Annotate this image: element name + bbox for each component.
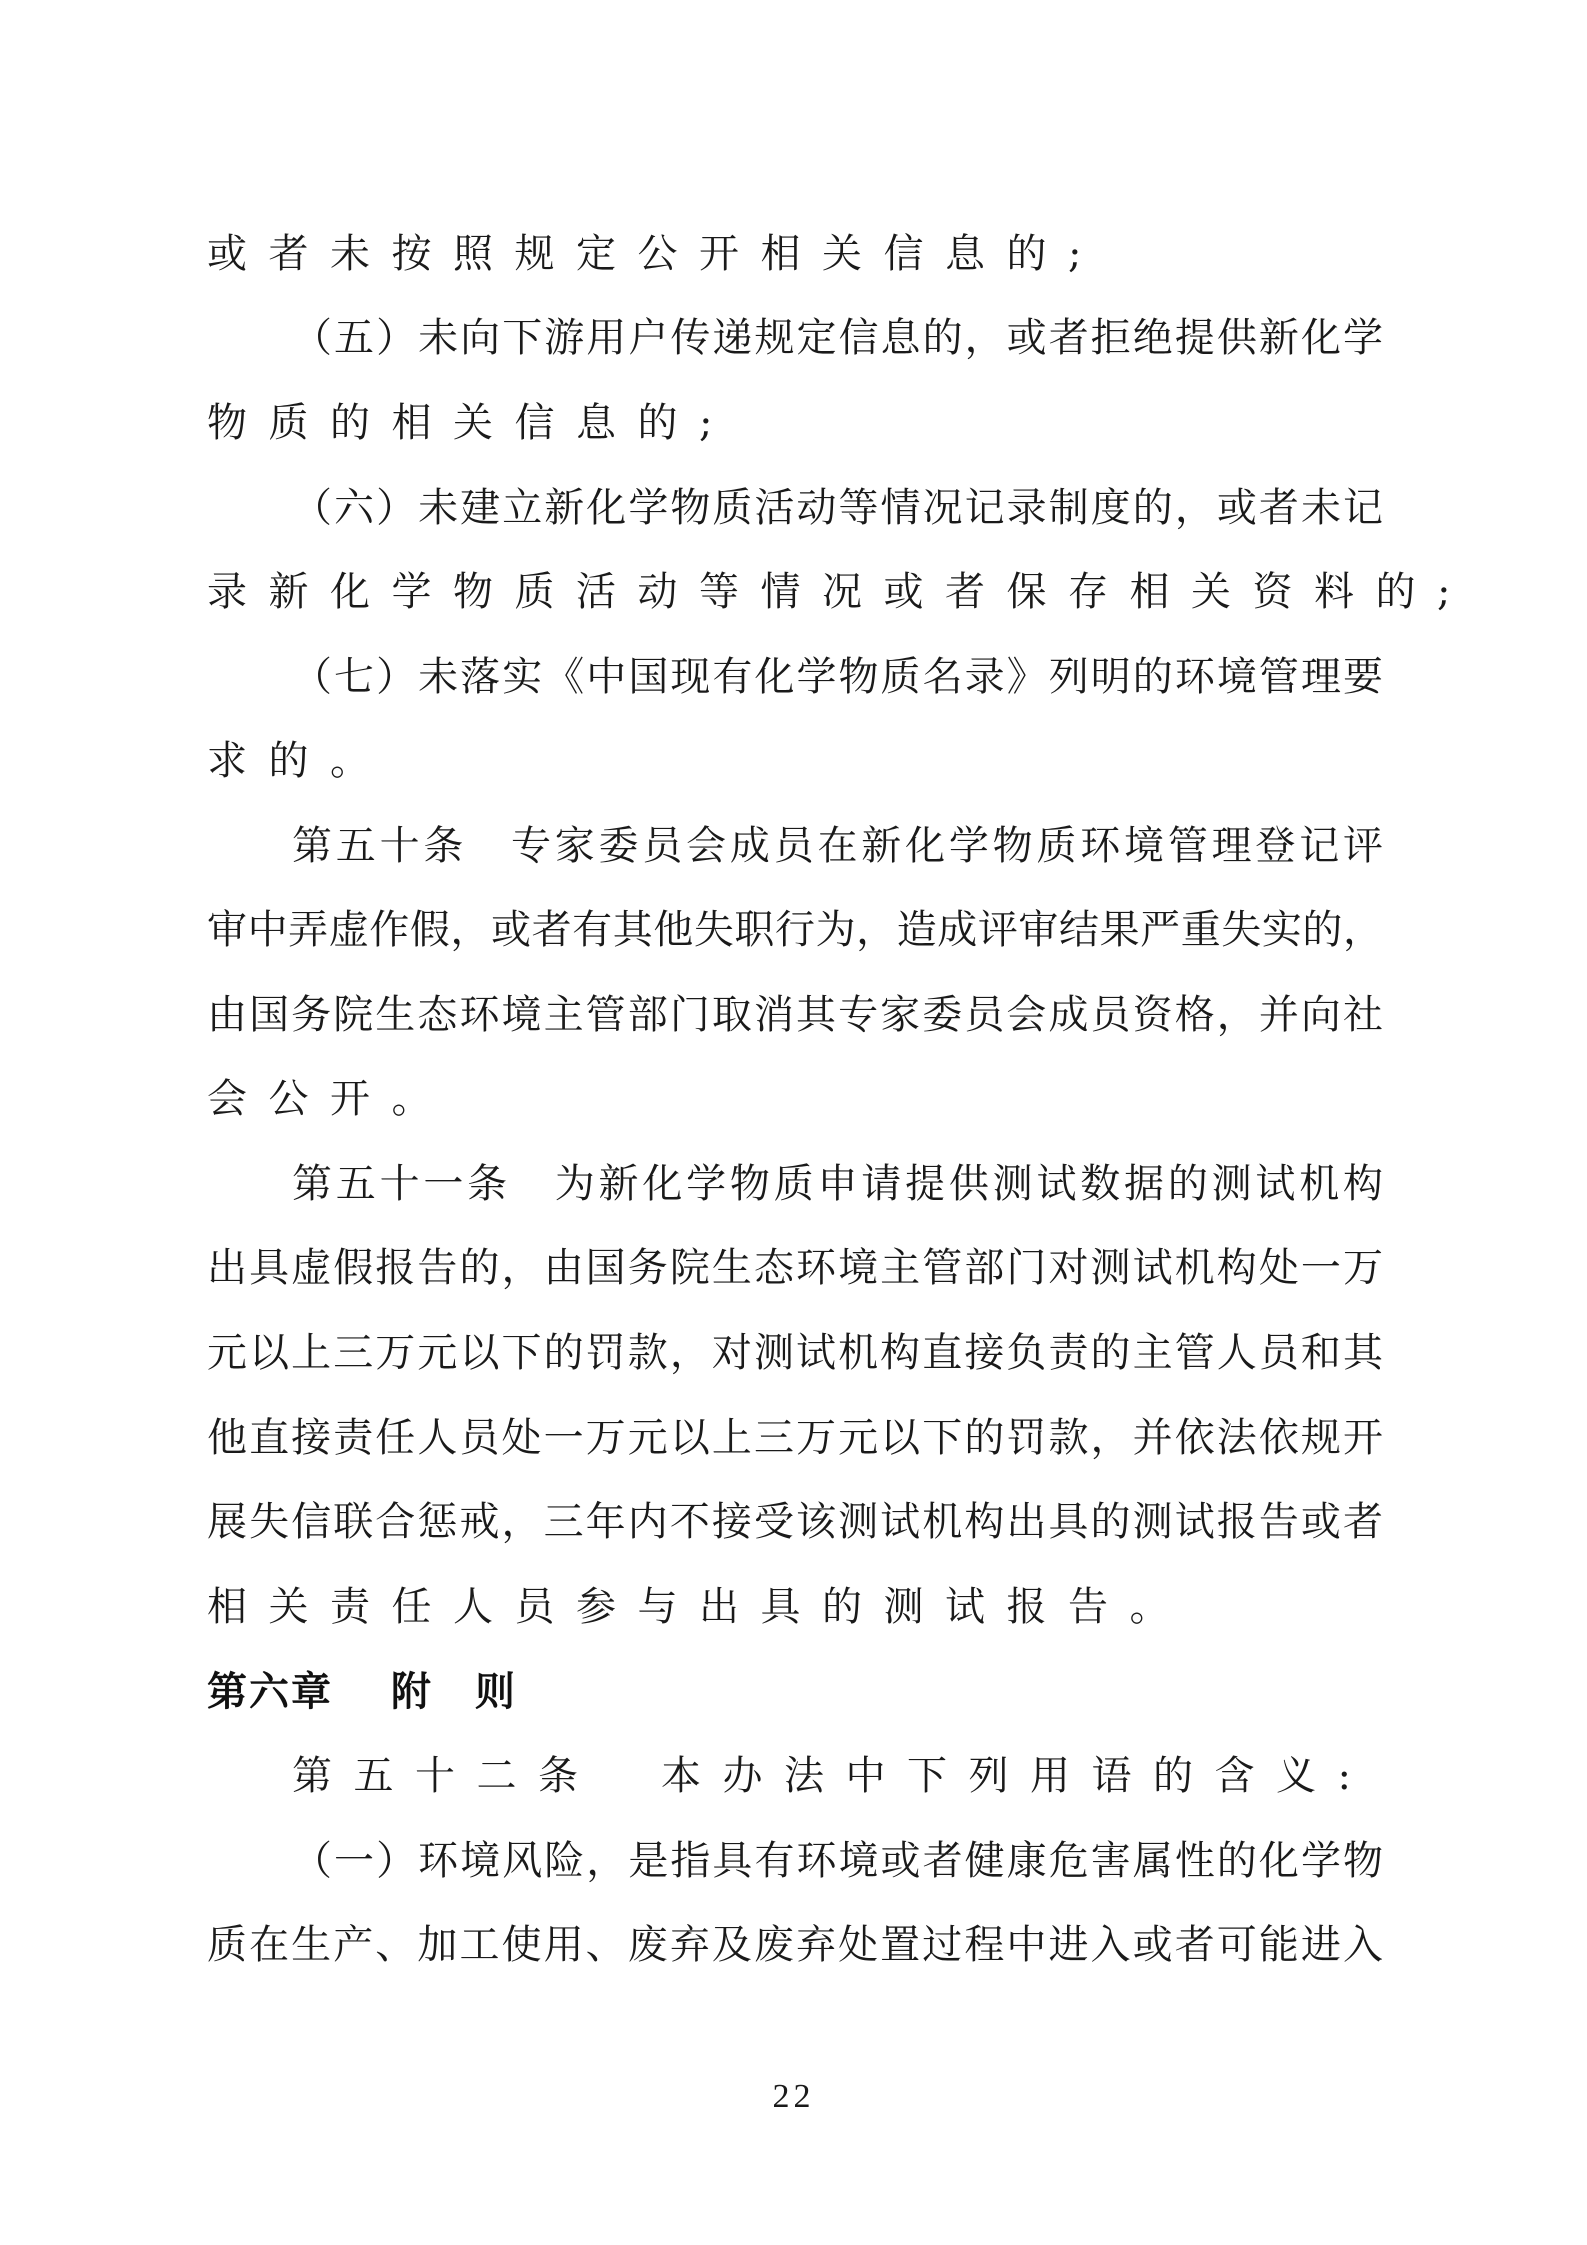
article-51-line: 他直接责任人员处一万元以上三万元以下的罚款，并依法依规开 xyxy=(207,1415,1383,1461)
text-line: 求的。 xyxy=(207,738,392,784)
article-51-line: 展失信联合惩戒，三年内不接受该测试机构出具的测试报告或者 xyxy=(207,1499,1383,1545)
article-50-line: 会公开。 xyxy=(207,1076,453,1122)
text-line: （六）未建立新化学物质活动等情况记录制度的，或者未记 xyxy=(292,485,1383,531)
term-1-line: （一）环境风险，是指具有环境或者健康危害属性的化学物 xyxy=(292,1838,1383,1884)
article-51-line: 出具虚假报告的，由国务院生态环境主管部门对测试机构处一万 xyxy=(207,1245,1383,1291)
text-line: 或者未按照规定公开相关信息的; xyxy=(207,231,1103,277)
term-1-line: 质在生产、加工使用、废弃及废弃处置过程中进入或者可能进入 xyxy=(207,1922,1383,1968)
article-51-line: 第五十一条 为新化学物质申请提供测试数据的测试机构 xyxy=(292,1161,1383,1207)
text-line: 物质的相关信息的; xyxy=(207,400,734,446)
chapter-heading: 第六章 附 则 xyxy=(207,1669,517,1715)
page-number: 22 xyxy=(772,2078,815,2115)
article-50-line: 第五十条 专家委员会成员在新化学物质环境管理登记评 xyxy=(292,823,1383,869)
text-line: （七）未落实《中国现有化学物质名录》列明的环境管理要 xyxy=(292,654,1383,700)
text-line: （五）未向下游用户传递规定信息的，或者拒绝提供新化学 xyxy=(292,315,1383,361)
article-51-line: 元以上三万元以下的罚款，对测试机构直接负责的主管人员和其 xyxy=(207,1330,1383,1376)
article-52-line: 第五十二条 本办法中下列用语的含义: xyxy=(292,1753,1373,1799)
article-50-line: 审中弄虚作假，或者有其他失职行为，造成评审结果严重失实的， xyxy=(207,907,1383,953)
article-50-line: 由国务院生态环境主管部门取消其专家委员会成员资格，并向社 xyxy=(207,992,1383,1038)
article-51-line: 相关责任人员参与出具的测试报告。 xyxy=(207,1584,1191,1630)
text-line: 录新化学物质活动等情况或者保存相关资料的; xyxy=(207,569,1472,615)
